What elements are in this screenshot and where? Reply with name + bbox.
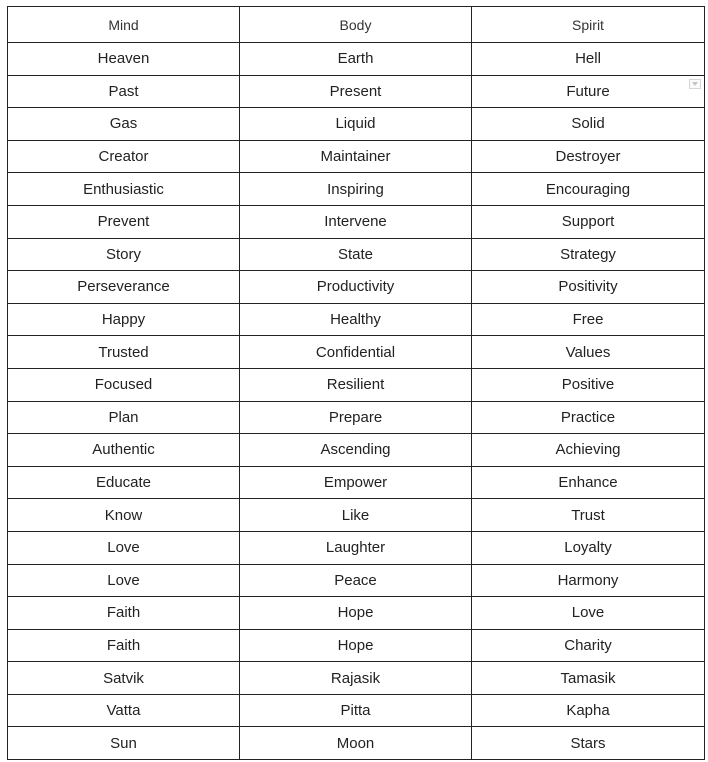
mind-cell[interactable] xyxy=(8,368,240,401)
cell-text: Tamasik xyxy=(560,669,616,687)
body-cell[interactable] xyxy=(240,629,472,662)
mind-cell[interactable] xyxy=(8,662,240,695)
cell-text: Like xyxy=(341,506,370,524)
cell-text: Values xyxy=(565,343,611,361)
cell-text: Harmony xyxy=(557,571,619,589)
mind-cell[interactable] xyxy=(8,694,240,727)
cell-text: Love xyxy=(107,571,140,589)
table-row xyxy=(8,727,705,760)
table-row xyxy=(8,271,705,304)
word-triad-table xyxy=(7,6,705,760)
cell-text: Hope xyxy=(337,636,374,654)
table-row xyxy=(8,401,705,434)
body-cell[interactable] xyxy=(240,368,472,401)
spirit-cell[interactable] xyxy=(472,727,705,760)
mind-cell[interactable] xyxy=(8,75,240,108)
mind-cell[interactable] xyxy=(8,140,240,173)
cell-text: Trusted xyxy=(98,343,149,361)
body-cell[interactable] xyxy=(240,108,472,141)
column-header-spirit[interactable]: Spirit xyxy=(472,7,705,43)
cell-text: Practice xyxy=(560,408,616,426)
cell-text: Loyalty xyxy=(564,539,612,557)
mind-cell[interactable] xyxy=(8,434,240,467)
table-row xyxy=(8,108,705,141)
mind-cell[interactable] xyxy=(8,564,240,597)
body-cell[interactable] xyxy=(240,336,472,369)
cell-text: Enthusiastic xyxy=(83,180,164,198)
cell-text: Authentic xyxy=(92,441,155,459)
cell-text: Healthy xyxy=(330,311,381,329)
spirit-cell[interactable] xyxy=(472,205,705,238)
spirit-cell[interactable] xyxy=(472,75,705,108)
cell-text: Inspiring xyxy=(327,180,384,198)
cell-text: Educate xyxy=(95,474,152,492)
cell-text: Faith xyxy=(106,604,141,622)
body-cell[interactable] xyxy=(240,597,472,630)
spirit-cell[interactable] xyxy=(472,140,705,173)
cell-text: Moon xyxy=(336,734,375,752)
body-cell[interactable] xyxy=(240,466,472,499)
spirit-cell[interactable] xyxy=(472,662,705,695)
cell-text: Vatta xyxy=(106,702,141,720)
cell-text: Encouraging xyxy=(545,180,631,198)
cell-text: Present xyxy=(329,82,382,100)
cell-text: Faith xyxy=(106,636,141,654)
column-header-body[interactable]: Body xyxy=(240,7,472,43)
spirit-cell[interactable] xyxy=(472,303,705,336)
cell-text: Achieving xyxy=(555,441,621,459)
cell-text: Heaven xyxy=(97,50,150,68)
mind-cell[interactable] xyxy=(8,401,240,434)
spirit-cell[interactable] xyxy=(472,368,705,401)
spirit-cell[interactable] xyxy=(472,531,705,564)
cell-text: Past xyxy=(108,82,139,100)
cell-text: Productivity xyxy=(316,278,395,296)
body-cell[interactable] xyxy=(240,238,472,271)
spirit-cell[interactable] xyxy=(472,108,705,141)
cell-text: Intervene xyxy=(324,213,387,231)
cell-text: Know xyxy=(104,506,143,524)
cell-text: Satvik xyxy=(103,669,144,687)
body-cell[interactable] xyxy=(240,205,472,238)
spirit-cell[interactable] xyxy=(472,336,705,369)
table-row xyxy=(8,564,705,597)
table-row xyxy=(8,205,705,238)
cell-text: Confidential xyxy=(315,343,396,361)
spirit-cell[interactable] xyxy=(472,401,705,434)
table-row xyxy=(8,43,705,76)
cell-text: Trust xyxy=(571,506,605,524)
cell-text: Positivity xyxy=(558,278,618,296)
body-cell[interactable] xyxy=(240,173,472,206)
cell-text: Laughter xyxy=(325,539,386,557)
cell-text: Prepare xyxy=(328,408,383,426)
mind-cell[interactable] xyxy=(8,499,240,532)
table-row xyxy=(8,694,705,727)
spirit-cell[interactable] xyxy=(472,499,705,532)
mind-cell[interactable] xyxy=(8,173,240,206)
table-row xyxy=(8,434,705,467)
cell-text: Plan xyxy=(108,408,139,426)
body-cell[interactable] xyxy=(240,531,472,564)
mind-cell[interactable] xyxy=(8,43,240,76)
cell-text: Love xyxy=(571,604,605,622)
mind-cell[interactable] xyxy=(8,597,240,630)
cell-text: Gas xyxy=(109,115,138,133)
cell-text: Positive xyxy=(561,376,615,394)
cell-text: Happy xyxy=(101,311,146,329)
table-row xyxy=(8,75,705,108)
mind-cell[interactable] xyxy=(8,336,240,369)
cell-text: Hope xyxy=(337,604,374,622)
body-cell[interactable] xyxy=(240,140,472,173)
cell-text: Liquid xyxy=(335,115,376,133)
mind-cell[interactable] xyxy=(8,727,240,760)
spreadsheet-area xyxy=(7,6,704,760)
table-row xyxy=(8,629,705,662)
spirit-cell[interactable] xyxy=(472,238,705,271)
body-cell[interactable] xyxy=(240,43,472,76)
body-cell[interactable] xyxy=(240,75,472,108)
spirit-cell[interactable] xyxy=(472,466,705,499)
body-cell[interactable] xyxy=(240,434,472,467)
cell-text: Pitta xyxy=(340,702,371,720)
cell-text: Creator xyxy=(98,148,149,166)
table-row xyxy=(8,499,705,532)
cell-text: Story xyxy=(105,245,141,263)
cell-text: Maintainer xyxy=(320,148,391,166)
body-cell[interactable] xyxy=(240,303,472,336)
body-cell[interactable] xyxy=(240,694,472,727)
spirit-cell[interactable] xyxy=(472,597,705,630)
table-row xyxy=(8,531,705,564)
body-cell[interactable] xyxy=(240,401,472,434)
chevron-down-icon[interactable] xyxy=(689,79,701,89)
mind-cell[interactable] xyxy=(8,629,240,662)
table-row xyxy=(8,336,705,369)
cell-text: Love xyxy=(107,539,140,557)
mind-cell[interactable] xyxy=(8,531,240,564)
mind-cell[interactable] xyxy=(8,205,240,238)
cell-text: Rajasik xyxy=(330,669,381,687)
cell-text: Destroyer xyxy=(555,148,621,166)
table-row xyxy=(8,303,705,336)
spirit-cell[interactable] xyxy=(472,434,705,467)
cell-text: Sun xyxy=(110,734,137,752)
mind-cell[interactable] xyxy=(8,303,240,336)
cell-text: Perseverance xyxy=(77,278,170,296)
table-row xyxy=(8,368,705,401)
cell-text: Strategy xyxy=(560,245,616,263)
body-cell[interactable] xyxy=(240,564,472,597)
cell-text: Peace xyxy=(334,571,377,589)
body-cell[interactable] xyxy=(240,271,472,304)
column-header-mind[interactable]: Mind xyxy=(8,7,240,43)
spirit-cell[interactable] xyxy=(472,629,705,662)
cell-text: Enhance xyxy=(558,474,618,492)
cell-text: Prevent xyxy=(97,213,150,231)
cell-text: State xyxy=(337,245,374,263)
body-cell[interactable] xyxy=(240,499,472,532)
cell-text: Ascending xyxy=(320,441,391,459)
spirit-cell[interactable] xyxy=(472,564,705,597)
body-cell[interactable] xyxy=(240,727,472,760)
table-row xyxy=(8,597,705,630)
mind-cell[interactable] xyxy=(8,108,240,141)
table-row xyxy=(8,140,705,173)
cell-text: Charity xyxy=(564,636,612,654)
cell-text: Resilient xyxy=(326,376,385,394)
cell-text: Solid xyxy=(571,115,605,133)
mind-cell[interactable] xyxy=(8,466,240,499)
cell-text: Free xyxy=(572,311,604,329)
cell-text: Focused xyxy=(94,376,153,394)
cell-text: Hell xyxy=(575,50,601,68)
cell-text: Earth xyxy=(337,50,374,68)
spirit-cell[interactable] xyxy=(472,694,705,727)
cell-text: Kapha xyxy=(566,702,610,720)
cell-text: Support xyxy=(561,213,615,231)
table-row xyxy=(8,173,705,206)
mind-cell[interactable] xyxy=(8,238,240,271)
cell-text: Stars xyxy=(570,734,606,752)
table-row xyxy=(8,238,705,271)
body-cell[interactable] xyxy=(240,662,472,695)
cell-text: Empower xyxy=(323,474,388,492)
header-row xyxy=(8,7,705,43)
spirit-cell[interactable] xyxy=(472,43,705,76)
mind-cell[interactable] xyxy=(8,271,240,304)
cell-text: Future xyxy=(566,82,610,100)
table-row xyxy=(8,662,705,695)
spirit-cell[interactable] xyxy=(472,271,705,304)
spirit-cell[interactable] xyxy=(472,173,705,206)
table-row xyxy=(8,466,705,499)
